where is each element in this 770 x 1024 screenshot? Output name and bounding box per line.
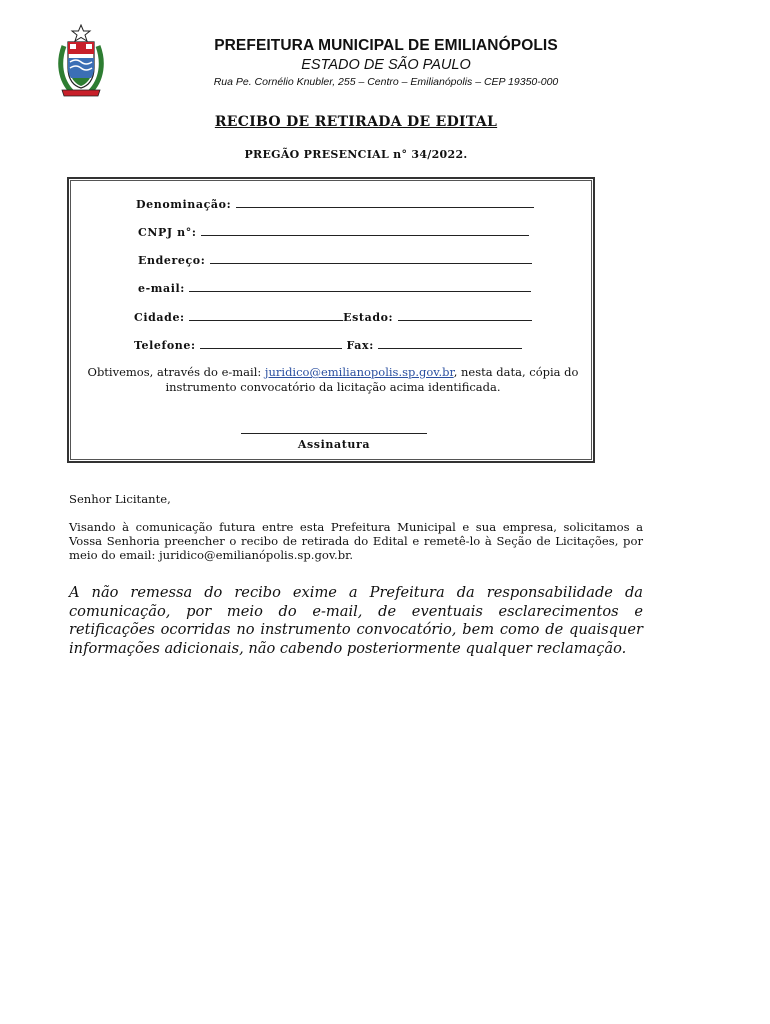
cnpj-label: CNPJ n°: bbox=[138, 226, 197, 239]
disclaimer-note: A não remessa do recibo exime a Prefeitura da responsabilidade da comunicação, por meio do e-mail, de eventuais esclarecimentos e retificações ocorridas no instrumento convocatório, bem como de quaisquer informações adicionais, não cabendo posteriormente qualquer reclamação. bbox=[69, 584, 643, 657]
fax-line bbox=[378, 336, 522, 349]
document-title: RECIBO DE RETIRADA DE EDITAL bbox=[214, 114, 498, 130]
telefone-line bbox=[200, 336, 342, 349]
telefone-field[interactable] bbox=[134, 336, 522, 352]
municipality-name: PREFEITURA MUNICIPAL DE EMILIANÓPOLIS bbox=[214, 37, 558, 54]
denominacao-label: Denominação: bbox=[136, 198, 232, 211]
endereco-field[interactable] bbox=[138, 251, 532, 267]
estado-label: Estado: bbox=[343, 311, 394, 324]
obtivemos-prefix: Obtivemos, através do e-mail: bbox=[87, 365, 265, 379]
endereco-line bbox=[210, 251, 532, 264]
cidade-field[interactable] bbox=[134, 308, 532, 324]
email-label: e-mail: bbox=[138, 282, 185, 295]
cidade-label: Cidade: bbox=[134, 311, 185, 324]
municipality-address: Rua Pe. Cornélio Knubler, 255 – Centro – Emilianópolis – CEP 19350-000 bbox=[213, 76, 559, 88]
salutation: Senhor Licitante, bbox=[69, 492, 171, 506]
fax-label: Fax: bbox=[346, 339, 374, 352]
pregao-reference: PREGÃO PRESENCIAL n° 34/2022. bbox=[244, 148, 468, 161]
estado-line bbox=[398, 308, 532, 321]
email-field[interactable] bbox=[138, 279, 531, 295]
cnpj-line bbox=[201, 223, 529, 236]
endereco-label: Endereço: bbox=[138, 254, 206, 267]
denominacao-line bbox=[236, 195, 534, 208]
cidade-line bbox=[189, 308, 343, 321]
state-name: ESTADO DE SÃO PAULO bbox=[301, 57, 471, 73]
telefone-label: Telefone: bbox=[134, 339, 196, 352]
signature-line[interactable] bbox=[241, 433, 427, 434]
denominacao-field[interactable] bbox=[136, 195, 534, 211]
request-paragraph: Visando à comunicação futura entre esta Prefeitura Municipal e sua empresa, solicitamos a Vossa Senhoria preencher o recibo de retirada do Edital e remetê-lo à Seção de Licitações, por meio do email: juridico@emilianópolis.sp.gov.br. bbox=[69, 520, 643, 562]
receipt-form-box bbox=[67, 177, 595, 463]
obtivemos-statement bbox=[75, 365, 591, 395]
municipal-coat-of-arms-icon bbox=[58, 24, 104, 100]
obtivemos-suffix: , nesta data, cópia do instrumento convocatório da licitação acima identificada. bbox=[165, 365, 579, 394]
letterhead bbox=[180, 36, 592, 90]
email-line bbox=[189, 279, 531, 292]
cnpj-field[interactable] bbox=[138, 223, 529, 239]
signature-label: Assinatura bbox=[297, 438, 371, 451]
juridico-email-link[interactable]: juridico@emilianopolis.sp.gov.br bbox=[264, 365, 454, 379]
